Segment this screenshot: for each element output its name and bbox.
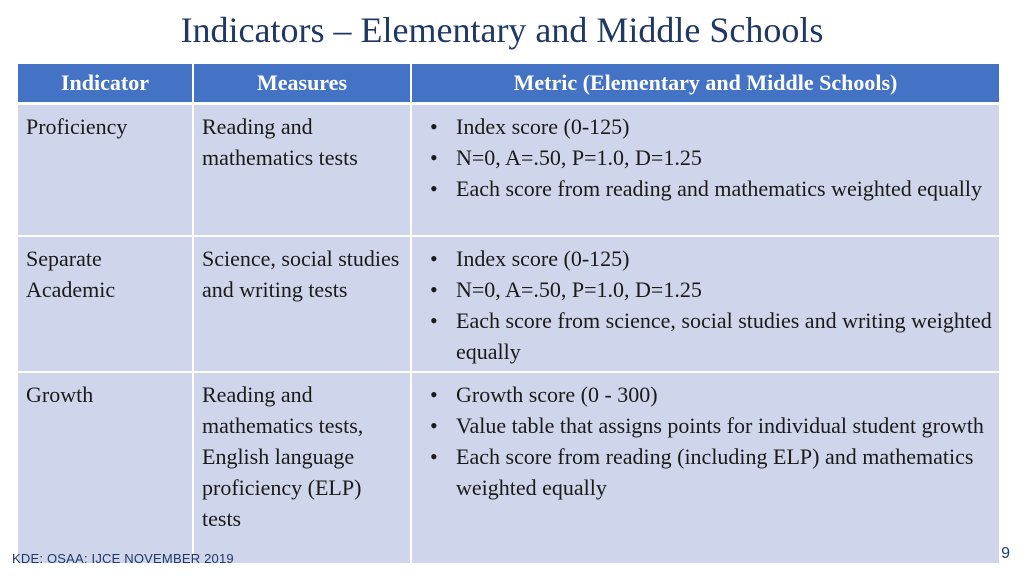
- footer-text: KDE: OSAA: IJCE NOVEMBER 2019: [12, 551, 234, 566]
- measures-cell: Reading and mathematics tests, English language proficiency (ELP) tests: [193, 372, 411, 564]
- table-header-row: [18, 64, 999, 104]
- metric-cell: [411, 104, 999, 237]
- metric-item: • N=0, A=.50, P=1.0, D=1.25: [448, 274, 993, 305]
- metric-cell: [411, 236, 999, 372]
- slide-title: Indicators – Elementary and Middle Schools: [180, 10, 824, 50]
- metric-item: • Index score (0-125): [448, 243, 993, 274]
- metric-item: • Each score from reading and mathematics weighted equally: [448, 173, 993, 204]
- indicators-table: [18, 64, 999, 565]
- metric-item: • Index score (0-125): [448, 111, 993, 142]
- indicator-cell: Growth: [18, 372, 193, 564]
- page-number: 9: [1001, 545, 1010, 562]
- header-measures: Measures: [193, 64, 411, 104]
- metric-cell: [411, 372, 999, 564]
- metric-item: • Value table that assigns points for individual student growth: [448, 410, 993, 441]
- table-row-proficiency: [18, 104, 999, 237]
- indicator-cell: Proficiency: [18, 104, 193, 237]
- measures-cell: Reading and mathematics tests: [193, 104, 411, 237]
- measures-cell: Science, social studies and writing tests: [193, 236, 411, 372]
- metric-list: [420, 111, 993, 204]
- metric-list: [420, 243, 993, 367]
- table-row-growth: [18, 372, 999, 564]
- metric-item: • N=0, A=.50, P=1.0, D=1.25: [448, 142, 993, 173]
- metric-item: • Growth score (0 - 300): [448, 379, 993, 410]
- metric-item: • Each score from reading (including ELP) and mathematics weighted equally: [448, 441, 993, 503]
- metric-item: • Each score from science, social studies and writing weighted equally: [448, 305, 993, 367]
- indicator-cell: Separate Academic: [18, 236, 193, 372]
- table-row-separate-academic: [18, 236, 999, 372]
- header-indicator: Indicator: [18, 64, 193, 104]
- header-metric: Metric (Elementary and Middle Schools): [411, 64, 999, 104]
- metric-list: [420, 379, 993, 503]
